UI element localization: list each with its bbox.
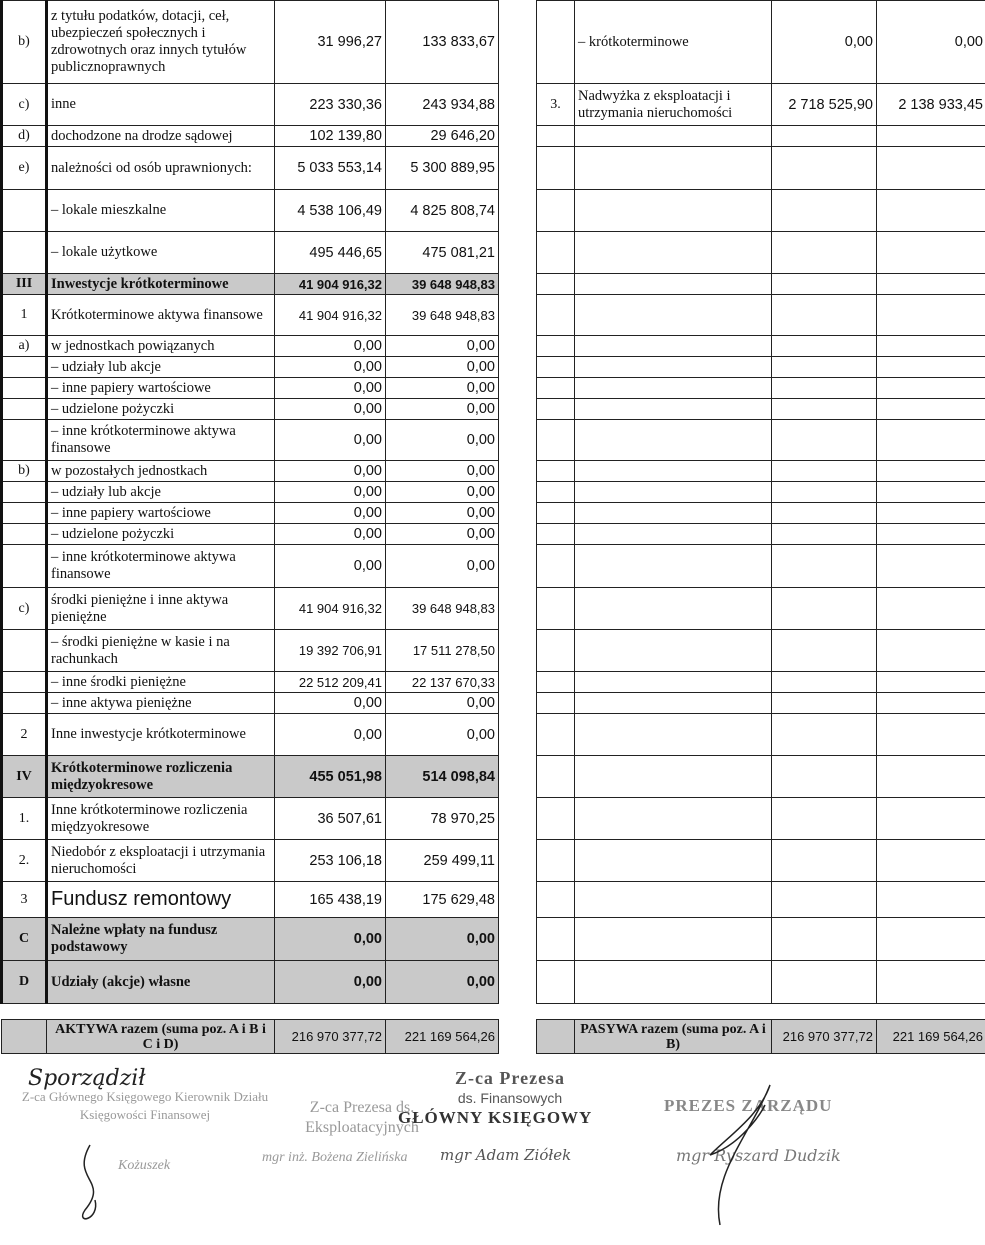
- value-previous: 0,00: [386, 420, 499, 461]
- row-index: [2, 524, 47, 545]
- row-index: [2, 672, 47, 693]
- empty-row: [537, 378, 985, 399]
- row-index: c): [2, 588, 47, 630]
- value-previous: 22 137 670,33: [386, 672, 499, 693]
- value-previous: 0,00: [386, 524, 499, 545]
- table-row: [537, 84, 985, 126]
- value-current: 0,00: [275, 714, 386, 756]
- empty-row: [537, 503, 985, 524]
- table-row: [2, 84, 499, 126]
- row-index: [2, 420, 47, 461]
- value-current: 102 139,80: [275, 126, 386, 147]
- table-row: [2, 147, 499, 190]
- row-index: [2, 232, 47, 274]
- table-row: [2, 798, 499, 840]
- value-previous: 39 648 948,83: [386, 295, 499, 336]
- row-label: z tytułu podatków, dotacji, ceł, ubezpieczeń społecznych i zdrowotnych oraz innych tytułów publicznoprawnych: [47, 1, 275, 84]
- value-previous: 0,00: [386, 714, 499, 756]
- table-row: [2, 961, 499, 1004]
- table-row: [2, 126, 499, 147]
- value-previous: 0,00: [386, 961, 499, 1004]
- value-current: 0,00: [275, 357, 386, 378]
- row-label: Niedobór z eksploatacji i utrzymania nieruchomości: [47, 840, 275, 882]
- empty-row: [537, 274, 985, 295]
- value-current: 0,00: [275, 378, 386, 399]
- value-previous: 243 934,88: [386, 84, 499, 126]
- deputy-fin-title: Z-ca Prezesa: [454, 1068, 566, 1088]
- row-index: [2, 190, 47, 232]
- row-label: – krótkoterminowe: [575, 1, 772, 84]
- value-current: 31 996,27: [275, 1, 386, 84]
- value-current: 0,00: [275, 524, 386, 545]
- value-previous: 0,00: [386, 357, 499, 378]
- row-index: b): [2, 461, 47, 482]
- table-row: [2, 482, 499, 503]
- empty-row: [537, 126, 985, 147]
- row-index: [2, 482, 47, 503]
- empty-row: [537, 714, 985, 756]
- row-label: – środki pieniężne w kasie i na rachunkach: [47, 630, 275, 672]
- row-label: – udzielone pożyczki: [47, 524, 275, 545]
- row-index: [2, 357, 47, 378]
- table-row: [2, 274, 499, 295]
- value-previous: 0,00: [386, 461, 499, 482]
- value-previous: 133 833,67: [386, 1, 499, 84]
- row-index: [2, 378, 47, 399]
- row-index: C: [2, 918, 47, 961]
- row-index: IV: [2, 756, 47, 798]
- value-previous: 0,00: [386, 545, 499, 588]
- table-row: [2, 693, 499, 714]
- table-row: [2, 232, 499, 274]
- empty-row: [537, 232, 985, 274]
- value-previous: 514 098,84: [386, 756, 499, 798]
- table-row: [2, 295, 499, 336]
- row-label: Inne inwestycje krótkoterminowe: [47, 714, 275, 756]
- liabilities-table: [536, 0, 985, 1054]
- empty-row: [537, 357, 985, 378]
- row-label: – inne krótkoterminowe aktywa finansowe: [47, 545, 275, 588]
- value-previous: 17 511 278,50: [386, 630, 499, 672]
- value-previous: 0,00: [386, 503, 499, 524]
- row-label: Inne krótkoterminowe rozliczenia międzyokresowe: [47, 798, 275, 840]
- prepared-by-handwriting: Sporządził: [28, 1066, 146, 1091]
- row-label: – inne papiery wartościowe: [47, 378, 275, 399]
- table-row: [2, 420, 499, 461]
- empty-row: [537, 190, 985, 232]
- value-previous: 0,00: [386, 482, 499, 503]
- table-row: [2, 630, 499, 672]
- value-current: 0,00: [275, 420, 386, 461]
- table-row: [537, 1, 985, 84]
- row-label: Fundusz remontowy: [47, 882, 275, 918]
- total-current: 216 970 377,72: [772, 1020, 877, 1054]
- row-label: – udziały lub akcje: [47, 357, 275, 378]
- row-index: 1.: [2, 798, 47, 840]
- value-current: 5 033 553,14: [275, 147, 386, 190]
- empty-row: [537, 672, 985, 693]
- row-label: Udziały (akcje) własne: [47, 961, 275, 1004]
- value-current: 0,00: [275, 399, 386, 420]
- total-blank: [537, 1020, 575, 1054]
- empty-row: [537, 147, 985, 190]
- value-current: 41 904 916,32: [275, 588, 386, 630]
- value-previous: 0,00: [877, 1, 985, 84]
- value-current: 0,00: [275, 461, 386, 482]
- row-index: a): [2, 336, 47, 357]
- value-current: 0,00: [275, 336, 386, 357]
- empty-row: [537, 420, 985, 461]
- value-current: 22 512 209,41: [275, 672, 386, 693]
- value-previous: 78 970,25: [386, 798, 499, 840]
- row-label: dochodzone na drodze sądowej: [47, 126, 275, 147]
- row-label: w pozostałych jednostkach: [47, 461, 275, 482]
- signature-scribble-president: [690, 1075, 780, 1235]
- total-blank: [2, 1020, 47, 1054]
- row-index: 2: [2, 714, 47, 756]
- value-current: 223 330,36: [275, 84, 386, 126]
- row-index: [2, 545, 47, 588]
- table-row: [2, 918, 499, 961]
- row-index: 3.: [537, 84, 575, 126]
- row-index: III: [2, 274, 47, 295]
- value-current: 253 106,18: [275, 840, 386, 882]
- total-label: AKTYWA razem (suma poz. A i B i C i D): [47, 1020, 275, 1054]
- table-row: [2, 190, 499, 232]
- value-previous: 4 825 808,74: [386, 190, 499, 232]
- row-label: inne: [47, 84, 275, 126]
- row-label: Należne wpłaty na fundusz podstawowy: [47, 918, 275, 961]
- total-current: 216 970 377,72: [275, 1020, 386, 1054]
- value-previous: 2 138 933,45: [877, 84, 985, 126]
- value-previous: 175 629,48: [386, 882, 499, 918]
- total-row: [2, 1020, 499, 1054]
- row-label: – udzielone pożyczki: [47, 399, 275, 420]
- table-row: [2, 399, 499, 420]
- deputy-ops-name: mgr inż. Bożena Zielińska: [262, 1150, 408, 1165]
- row-label: Krótkoterminowe rozliczenia międzyokresowe: [47, 756, 275, 798]
- value-current: 0,00: [275, 482, 386, 503]
- empty-row: [537, 630, 985, 672]
- total-previous: 221 169 564,26: [877, 1020, 985, 1054]
- value-previous: 0,00: [386, 918, 499, 961]
- value-previous: 39 648 948,83: [386, 274, 499, 295]
- value-current: 165 438,19: [275, 882, 386, 918]
- empty-row: [537, 756, 985, 798]
- value-current: 19 392 706,91: [275, 630, 386, 672]
- president-name: mgr Ryszard Dudzik: [676, 1146, 841, 1165]
- empty-row: [537, 588, 985, 630]
- row-index: 1: [2, 295, 47, 336]
- value-current: 2 718 525,90: [772, 84, 877, 126]
- row-index: 3: [2, 882, 47, 918]
- value-previous: 0,00: [386, 378, 499, 399]
- value-current: 41 904 916,32: [275, 274, 386, 295]
- empty-row: [537, 798, 985, 840]
- table-row: [2, 588, 499, 630]
- chief-accountant-role: GŁÓWNY KSIĘGOWY: [398, 1108, 593, 1127]
- row-label: środki pieniężne i inne aktywa pieniężne: [47, 588, 275, 630]
- empty-row: [537, 545, 985, 588]
- deputy-fin-subtitle: ds. Finansowych: [457, 1090, 563, 1106]
- value-previous: 475 081,21: [386, 232, 499, 274]
- table-row: [2, 545, 499, 588]
- row-index: [537, 1, 575, 84]
- row-label: w jednostkach powiązanych: [47, 336, 275, 357]
- table-row: [2, 357, 499, 378]
- row-label: – lokale użytkowe: [47, 232, 275, 274]
- value-current: 0,00: [275, 503, 386, 524]
- prepared-by-role: Z-ca Głównego Księgowego Kierownik Działu Księgowości Finansowej: [21, 1089, 269, 1122]
- row-label: – inne papiery wartościowe: [47, 503, 275, 524]
- value-current: 0,00: [275, 693, 386, 714]
- row-label: – lokale mieszkalne: [47, 190, 275, 232]
- table-row: [2, 714, 499, 756]
- table-row: [2, 756, 499, 798]
- row-index: D: [2, 961, 47, 1004]
- empty-row: [537, 461, 985, 482]
- empty-row: [537, 336, 985, 357]
- value-current: 0,00: [275, 961, 386, 1004]
- value-previous: 0,00: [386, 693, 499, 714]
- table-row: [2, 672, 499, 693]
- row-label: Inwestycje krótkoterminowe: [47, 274, 275, 295]
- table-row: [2, 1, 499, 84]
- empty-row: [537, 524, 985, 545]
- row-index: 2.: [2, 840, 47, 882]
- total-row: [537, 1020, 985, 1054]
- empty-row: [537, 918, 985, 961]
- empty-row: [537, 840, 985, 882]
- signature-scribble-1: [60, 1140, 140, 1230]
- table-row: [2, 524, 499, 545]
- row-label: Krótkoterminowe aktywa finansowe: [47, 295, 275, 336]
- deputy-ops-role: Z-ca Prezesa ds. Eksploatacyjnych: [305, 1099, 419, 1136]
- value-current: 455 051,98: [275, 756, 386, 798]
- table-row: [2, 336, 499, 357]
- prepared-by-name: Kożuszek: [118, 1158, 171, 1173]
- total-label: PASYWA razem (suma poz. A i B): [575, 1020, 772, 1054]
- value-current: 4 538 106,49: [275, 190, 386, 232]
- row-index: d): [2, 126, 47, 147]
- value-previous: 259 499,11: [386, 840, 499, 882]
- empty-row: [537, 482, 985, 503]
- value-current: 41 904 916,32: [275, 295, 386, 336]
- value-current: 0,00: [275, 918, 386, 961]
- value-previous: 5 300 889,95: [386, 147, 499, 190]
- empty-row: [537, 882, 985, 918]
- empty-row: [537, 295, 985, 336]
- value-current: 495 446,65: [275, 232, 386, 274]
- row-label: – inne aktywa pieniężne: [47, 693, 275, 714]
- value-previous: 39 648 948,83: [386, 588, 499, 630]
- value-current: 0,00: [275, 545, 386, 588]
- value-previous: 0,00: [386, 399, 499, 420]
- table-row: [2, 503, 499, 524]
- empty-row: [537, 961, 985, 1004]
- row-index: [2, 399, 47, 420]
- table-row: [2, 378, 499, 399]
- row-index: [2, 503, 47, 524]
- empty-row: [537, 693, 985, 714]
- chief-accountant-name: mgr Adam Ziółek: [440, 1146, 572, 1164]
- row-index: [2, 693, 47, 714]
- row-label: – udziały lub akcje: [47, 482, 275, 503]
- value-current: 0,00: [772, 1, 877, 84]
- president-role: PREZES ZARZĄDU: [664, 1096, 833, 1115]
- table-row: [2, 882, 499, 918]
- row-index: [2, 630, 47, 672]
- empty-row: [537, 399, 985, 420]
- value-previous: 0,00: [386, 336, 499, 357]
- row-index: b): [2, 1, 47, 84]
- value-current: 36 507,61: [275, 798, 386, 840]
- row-label: – inne środki pieniężne: [47, 672, 275, 693]
- row-label: należności od osób uprawnionych:: [47, 147, 275, 190]
- assets-table: [0, 0, 499, 1054]
- row-index: c): [2, 84, 47, 126]
- table-row: [2, 461, 499, 482]
- row-index: e): [2, 147, 47, 190]
- row-label: Nadwyżka z eksploatacji i utrzymania nieruchomości: [575, 84, 772, 126]
- table-row: [2, 840, 499, 882]
- total-previous: 221 169 564,26: [386, 1020, 499, 1054]
- row-label: – inne krótkoterminowe aktywa finansowe: [47, 420, 275, 461]
- value-previous: 29 646,20: [386, 126, 499, 147]
